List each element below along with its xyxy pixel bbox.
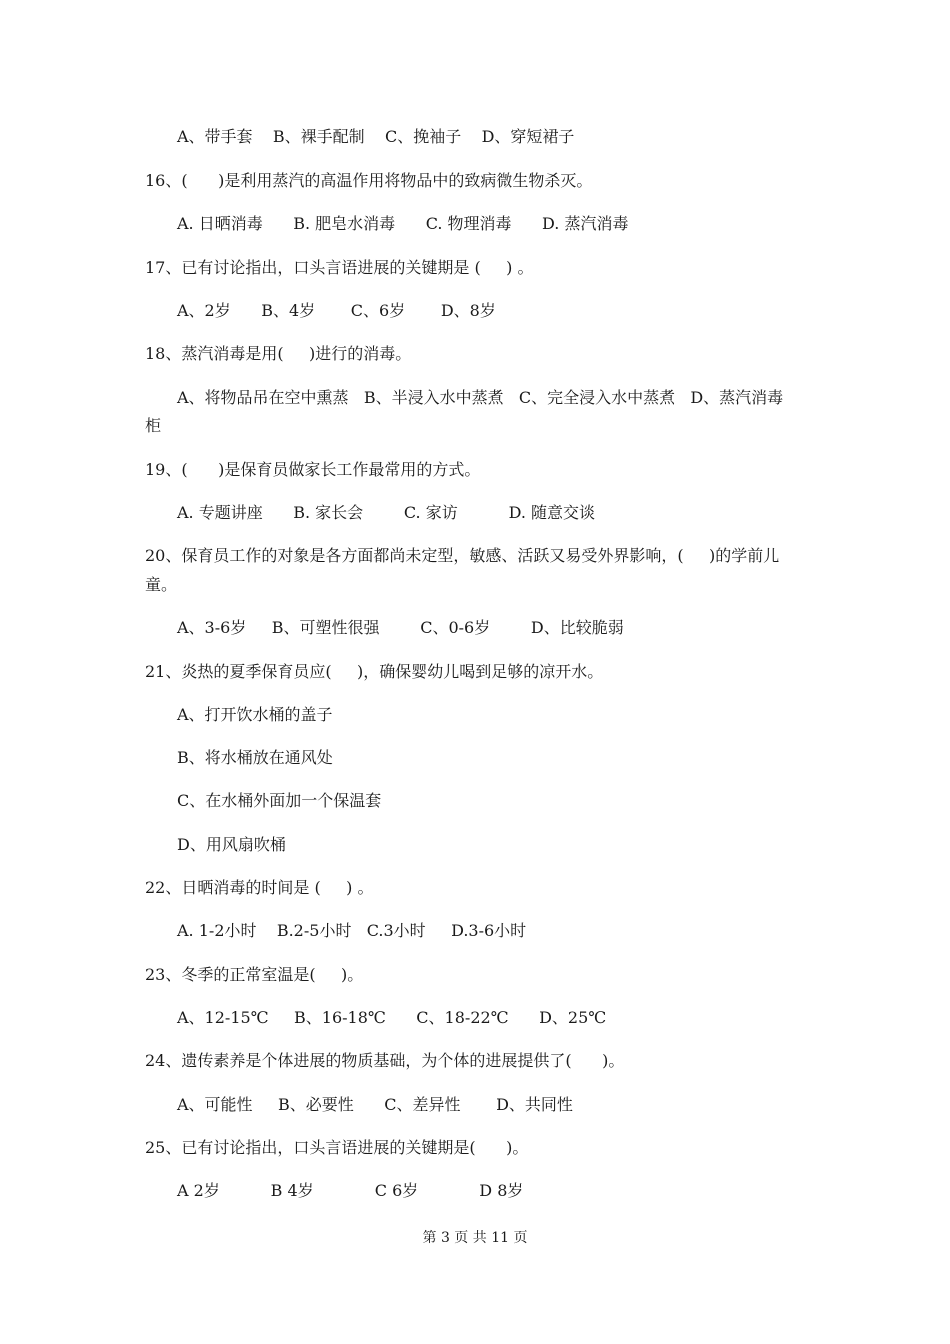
q21-option-d: D、用风扇吹桶	[177, 835, 286, 854]
q25-options: A 2岁 B 4岁 C 6岁 D 8岁	[177, 1181, 524, 1200]
question-17: 17、已有讨论指出，口头言语进展的关键期是 ( ) 。	[145, 258, 534, 277]
q21-option-a: A、打开饮水桶的盖子	[177, 705, 333, 724]
q18-options: A、将物品吊在空中熏蒸 B、半浸入水中蒸煮 C、完全浸入水中蒸煮 D、蒸汽消毒	[177, 388, 784, 407]
q23-options: A、12-15℃ B、16-18℃ C、18-22℃ D、25℃	[177, 1008, 607, 1027]
q21-option-c: C、在水桶外面加一个保温套	[177, 791, 382, 810]
question-20-cont: 童。	[145, 575, 178, 594]
question-24: 24、遗传素养是个体进展的物质基础，为个体的进展提供了( )。	[145, 1051, 625, 1070]
q15-options: A、带手套 B、裸手配制 C、挽袖子 D、穿短裙子	[177, 127, 575, 146]
q18-options-cont: 柜	[145, 416, 162, 435]
question-20: 20、保育员工作的对象是各方面都尚未定型，敏感、活跃又易受外界影响，( )的学前儿	[145, 546, 780, 565]
page-footer: 第 3 页 共 11 页	[422, 1230, 528, 1246]
q17-options: A、2岁 B、4岁 C、6岁 D、8岁	[177, 301, 496, 320]
q24-options: A、可能性 B、必要性 C、差异性 D、共同性	[177, 1095, 573, 1114]
question-18: 18、蒸汽消毒是用( )进行的消毒。	[145, 344, 412, 363]
q21-option-b: B、将水桶放在通风处	[177, 748, 333, 767]
question-25: 25、已有讨论指出，口头言语进展的关键期是( )。	[145, 1138, 529, 1157]
question-21: 21、炎热的夏季保育员应( )，确保婴幼儿喝到足够的凉开水。	[145, 662, 604, 681]
q16-options: A. 日晒消毒 B. 肥皂水消毒 C. 物理消毒 D. 蒸汽消毒	[177, 214, 629, 233]
question-16: 16、( )是利用蒸汽的高温作用将物品中的致病微生物杀灭。	[145, 171, 593, 190]
question-22: 22、日晒消毒的时间是 ( ) 。	[145, 878, 374, 897]
question-19: 19、( )是保育员做家长工作最常用的方式。	[145, 460, 481, 479]
q20-options: A、3-6岁 B、可塑性很强 C、0-6岁 D、比较脆弱	[177, 618, 624, 637]
q22-options: A. 1-2小时 B.2-5小时 C.3小时 D.3-6小时	[177, 921, 527, 940]
question-23: 23、冬季的正常室温是( )。	[145, 965, 364, 984]
q19-options: A. 专题讲座 B. 家长会 C. 家访 D. 随意交谈	[177, 503, 595, 522]
